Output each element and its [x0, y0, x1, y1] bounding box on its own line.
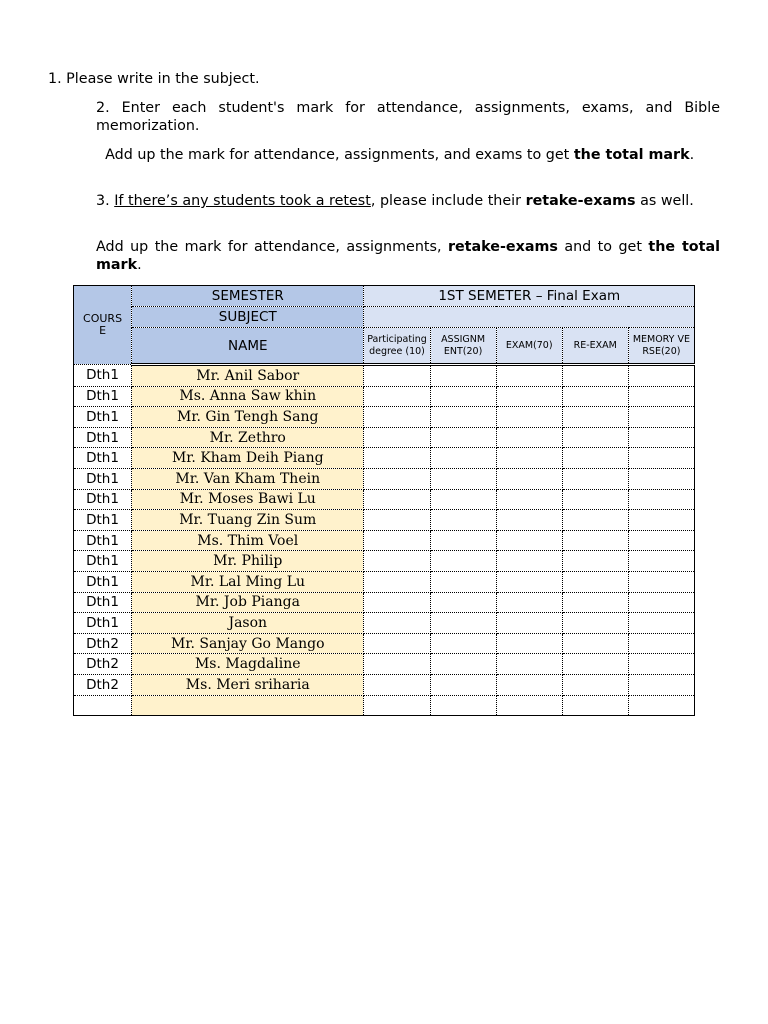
memory-verse-mark-cell[interactable] [628, 427, 694, 448]
course-cell: Dth1 [74, 468, 132, 489]
instruction-retake-mid: and to get [557, 239, 649, 255]
col-exam: EXAM(70) [496, 328, 562, 365]
assignment-mark-cell[interactable] [430, 695, 496, 716]
assignment-mark-cell[interactable] [430, 674, 496, 695]
instruction-3-num: 3. [96, 193, 115, 209]
exam-mark-cell[interactable] [496, 407, 562, 428]
table-row [74, 510, 695, 531]
course-cell: Dth1 [74, 551, 132, 572]
exam-mark-cell[interactable] [496, 510, 562, 531]
reexam-mark-cell[interactable] [562, 386, 628, 407]
course-cell [74, 695, 132, 716]
reexam-mark-cell[interactable] [562, 510, 628, 531]
table-row [74, 674, 695, 695]
student-name-cell: Ms. Meri sriharia [132, 674, 364, 695]
course-cell: Dth1 [74, 407, 132, 428]
participation-mark-cell[interactable] [364, 530, 430, 551]
student-name-cell: Mr. Tuang Zin Sum [132, 510, 364, 531]
memory-verse-mark-cell[interactable] [628, 674, 694, 695]
memory-verse-mark-cell[interactable] [628, 654, 694, 675]
table-row [74, 571, 695, 592]
instruction-3-text: , please include their [370, 193, 526, 209]
student-name-cell: Mr. Job Pianga [132, 592, 364, 613]
assignment-mark-cell[interactable] [430, 365, 496, 387]
student-name-cell: Ms. Anna Saw khin [132, 386, 364, 407]
reexam-mark-cell[interactable] [562, 489, 628, 510]
student-name-cell [132, 695, 364, 716]
course-cell: Dth1 [74, 592, 132, 613]
student-name-cell: Mr. Moses Bawi Lu [132, 489, 364, 510]
memory-verse-mark-cell[interactable] [628, 448, 694, 469]
instruction-3 [96, 192, 720, 210]
reexam-mark-cell[interactable] [562, 365, 628, 387]
assignment-mark-cell[interactable] [430, 468, 496, 489]
assignment-mark-cell[interactable] [430, 530, 496, 551]
course-cell: Dth1 [74, 571, 132, 592]
exam-mark-cell[interactable] [496, 468, 562, 489]
memory-verse-mark-cell[interactable] [628, 695, 694, 716]
participation-mark-cell[interactable] [364, 489, 430, 510]
assignment-mark-cell[interactable] [430, 551, 496, 572]
reexam-mark-cell[interactable] [562, 448, 628, 469]
participation-mark-cell[interactable] [364, 633, 430, 654]
exam-mark-cell[interactable] [496, 592, 562, 613]
memory-verse-mark-cell[interactable] [628, 613, 694, 634]
exam-mark-cell[interactable] [496, 654, 562, 675]
course-cell: Dth1 [74, 489, 132, 510]
participation-mark-cell[interactable] [364, 674, 430, 695]
memory-verse-mark-cell[interactable] [628, 407, 694, 428]
instruction-total [96, 146, 720, 164]
course-cell: Dth1 [74, 386, 132, 407]
assignment-mark-cell[interactable] [430, 633, 496, 654]
semester-value[interactable]: 1ST SEMETER – Final Exam [364, 286, 695, 307]
course-header: COURSE [74, 286, 132, 365]
student-name-cell: Ms. Thim Voel [132, 530, 364, 551]
memory-verse-mark-cell[interactable] [628, 386, 694, 407]
instruction-3-underlined: If there’s any students took a retest [114, 193, 371, 209]
participation-mark-cell[interactable] [364, 386, 430, 407]
exam-mark-cell[interactable] [496, 571, 562, 592]
grade-table [73, 285, 695, 716]
student-name-cell: Mr. Van Kham Thein [132, 468, 364, 489]
reexam-mark-cell[interactable] [562, 633, 628, 654]
course-cell: Dth1 [74, 530, 132, 551]
assignment-mark-cell[interactable] [430, 489, 496, 510]
assignment-mark-cell[interactable] [430, 510, 496, 531]
subject-label: SUBJECT [132, 307, 364, 328]
memory-verse-mark-cell[interactable] [628, 530, 694, 551]
course-cell: Dth1 [74, 613, 132, 634]
course-cell: Dth1 [74, 365, 132, 387]
participation-mark-cell[interactable] [364, 427, 430, 448]
student-name-cell: Mr. Anil Sabor [132, 365, 364, 387]
exam-mark-cell[interactable] [496, 386, 562, 407]
student-name-cell: Mr. Kham Deih Piang [132, 448, 364, 469]
memory-verse-mark-cell[interactable] [628, 468, 694, 489]
exam-mark-cell[interactable] [496, 551, 562, 572]
course-cell: Dth2 [74, 654, 132, 675]
table-row [74, 530, 695, 551]
student-name-cell: Mr. Sanjay Go Mango [132, 633, 364, 654]
memory-verse-mark-cell[interactable] [628, 633, 694, 654]
reexam-mark-cell[interactable] [562, 551, 628, 572]
instruction-retake-bold-1: retake-exams [447, 239, 558, 255]
assignment-mark-cell[interactable] [430, 427, 496, 448]
assignment-mark-cell[interactable] [430, 386, 496, 407]
course-cell: Dth1 [74, 448, 132, 469]
assignment-mark-cell[interactable] [430, 448, 496, 469]
participation-mark-cell[interactable] [364, 613, 430, 634]
reexam-mark-cell[interactable] [562, 674, 628, 695]
table-row [74, 468, 695, 489]
table-row [74, 365, 695, 387]
instruction-3-end: as well. [635, 193, 694, 209]
instruction-retake-bold-2: the total mark [96, 239, 721, 273]
exam-mark-cell[interactable] [496, 427, 562, 448]
assignment-mark-cell[interactable] [430, 613, 496, 634]
col-participation: Participating degree (10) [364, 328, 430, 365]
reexam-mark-cell[interactable] [562, 592, 628, 613]
course-cell: Dth2 [74, 633, 132, 654]
memory-verse-mark-cell[interactable] [628, 571, 694, 592]
col-reexam: RE-EXAM [562, 328, 628, 365]
student-name-cell: Mr. Zethro [132, 427, 364, 448]
participation-mark-cell[interactable] [364, 571, 430, 592]
table-row [74, 613, 695, 634]
exam-mark-cell[interactable] [496, 695, 562, 716]
instruction-retake-text: Add up the mark for attendance, assignments, [96, 239, 448, 255]
memory-verse-mark-cell[interactable] [628, 592, 694, 613]
course-cell: Dth1 [74, 510, 132, 531]
exam-mark-cell[interactable] [496, 613, 562, 634]
memory-verse-mark-cell[interactable] [628, 489, 694, 510]
instruction-total-end: . [689, 147, 695, 163]
exam-mark-cell[interactable] [496, 530, 562, 551]
memory-verse-mark-cell[interactable] [628, 365, 694, 387]
instruction-total-bold: the total mark [573, 147, 690, 163]
subject-value[interactable] [364, 307, 695, 328]
table-row [74, 448, 695, 469]
col-memory-verse: MEMORY VERSE(20) [628, 328, 694, 365]
assignment-mark-cell[interactable] [430, 571, 496, 592]
participation-mark-cell[interactable] [364, 592, 430, 613]
student-name-cell: Mr. Gin Tengh Sang [132, 407, 364, 428]
reexam-mark-cell[interactable] [562, 613, 628, 634]
student-name-cell: Mr. Philip [132, 551, 364, 572]
table-row [74, 551, 695, 572]
assignment-mark-cell[interactable] [430, 592, 496, 613]
table-row [74, 489, 695, 510]
table-row [74, 654, 695, 675]
exam-mark-cell[interactable] [496, 674, 562, 695]
exam-mark-cell[interactable] [496, 365, 562, 387]
participation-mark-cell[interactable] [364, 654, 430, 675]
col-assignment: ASSIGNMENT(20) [430, 328, 496, 365]
assignment-mark-cell[interactable] [430, 407, 496, 428]
instruction-retake-total [96, 238, 720, 274]
student-name-cell: Ms. Magdaline [132, 654, 364, 675]
table-row [74, 592, 695, 613]
participation-mark-cell[interactable] [364, 365, 430, 387]
reexam-mark-cell[interactable] [562, 695, 628, 716]
student-name-cell: Mr. Lal Ming Lu [132, 571, 364, 592]
reexam-mark-cell[interactable] [562, 571, 628, 592]
participation-mark-cell[interactable] [364, 551, 430, 572]
memory-verse-mark-cell[interactable] [628, 510, 694, 531]
table-row [74, 633, 695, 654]
instruction-retake-end: . [137, 257, 142, 273]
participation-mark-cell[interactable] [364, 448, 430, 469]
reexam-mark-cell[interactable] [562, 407, 628, 428]
memory-verse-mark-cell[interactable] [628, 551, 694, 572]
reexam-mark-cell[interactable] [562, 468, 628, 489]
participation-mark-cell[interactable] [364, 407, 430, 428]
table-row [74, 427, 695, 448]
semester-label: SEMESTER [132, 286, 364, 307]
assignment-mark-cell[interactable] [430, 654, 496, 675]
name-header: NAME [132, 328, 364, 365]
participation-mark-cell[interactable] [364, 468, 430, 489]
participation-mark-cell[interactable] [364, 695, 430, 716]
exam-mark-cell[interactable] [496, 448, 562, 469]
reexam-mark-cell[interactable] [562, 530, 628, 551]
course-cell: Dth2 [74, 674, 132, 695]
instruction-3-bold: retake-exams [525, 193, 636, 209]
participation-mark-cell[interactable] [364, 510, 430, 531]
course-cell: Dth1 [74, 427, 132, 448]
instruction-total-text: Add up the mark for attendance, assignments, and exams to get [105, 147, 574, 163]
instruction-1: 1. Please write in the subject. [48, 71, 260, 87]
exam-mark-cell[interactable] [496, 489, 562, 510]
exam-mark-cell[interactable] [496, 633, 562, 654]
student-name-cell: Jason [132, 613, 364, 634]
reexam-mark-cell[interactable] [562, 427, 628, 448]
table-row [74, 695, 695, 716]
table-row [74, 407, 695, 428]
reexam-mark-cell[interactable] [562, 654, 628, 675]
table-row [74, 386, 695, 407]
instruction-2: 2. Enter each student's mark for attendance, assignments, exams, and Bible memorization. [96, 100, 720, 134]
